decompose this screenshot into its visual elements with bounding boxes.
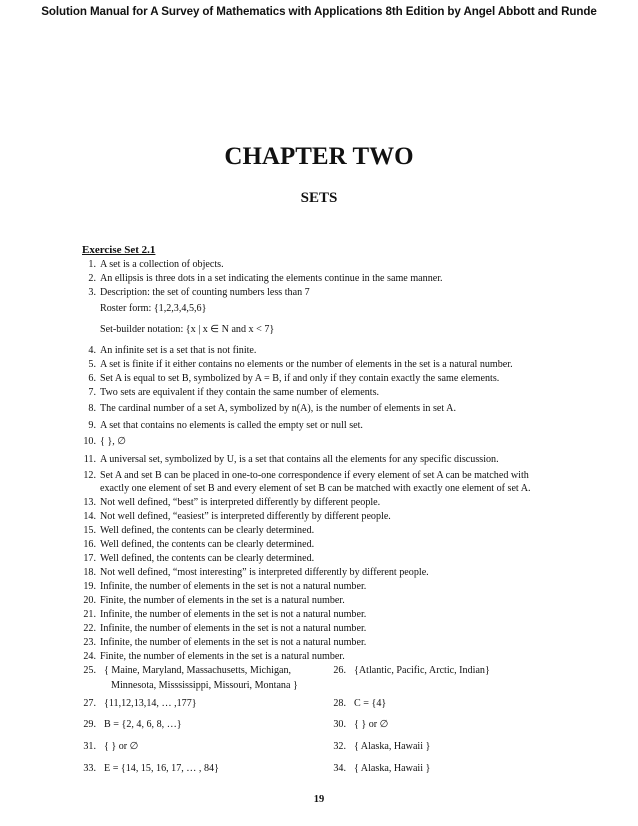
item-text: An infinite set is a set that is not finite. — [100, 345, 257, 356]
list-item — [72, 636, 612, 650]
item-number: 22. — [83, 623, 96, 634]
section-title: SETS — [300, 190, 338, 206]
item-text: The cardinal number of a set A, symbolized by n(A), is the number of elements in set A. — [100, 403, 456, 414]
item-number: 21. — [83, 609, 96, 620]
item-continuation: exactly one element of set B and every element of set B can be matched with exactly one element of set A. — [100, 483, 531, 494]
list-item — [72, 566, 612, 580]
list-item — [72, 402, 612, 416]
list-item — [72, 622, 612, 636]
item-continuation: Minnesota, Misssissippi, Missouri, Montana } — [111, 680, 298, 691]
set-builder-line: Set-builder notation: {x | x ∈ N and x < 7} — [100, 324, 275, 335]
item-text: Well defined, the contents can be clearly determined. — [100, 553, 315, 564]
list-item — [72, 664, 291, 678]
item-number: 15. — [83, 525, 96, 536]
item-number: 14. — [83, 511, 96, 522]
item-number: 9. — [88, 420, 96, 431]
list-item — [72, 552, 612, 566]
list-item — [72, 469, 612, 483]
item-number: 12. — [83, 470, 96, 481]
item-number: 13. — [83, 497, 96, 508]
item-text: Description: the set of counting numbers less than 7 — [100, 287, 310, 298]
exercise-heading: Exercise Set 2.1 — [82, 244, 156, 256]
item-number: 18. — [83, 567, 96, 578]
item-number: 34. — [333, 763, 346, 774]
item-number: 28. — [333, 698, 346, 709]
item-text: C = {4} — [354, 698, 387, 709]
item-text: Not well defined, “most interesting” is interpreted differently by different people. — [100, 567, 429, 578]
list-item — [322, 664, 490, 678]
item-number: 10. — [83, 436, 96, 447]
item-text: Infinite, the number of elements in the set is not a natural number. — [100, 581, 367, 592]
roster-form-line: Roster form: {1,2,3,4,5,6} — [100, 303, 207, 314]
item-text: Set A and set B can be placed in one-to-one correspondence if every element of set A can be matched with — [100, 470, 529, 481]
item-text: { } or ∅ — [104, 741, 139, 752]
item-number: 24. — [83, 651, 96, 662]
item-text: { Alaska, Hawaii } — [354, 741, 431, 752]
list-item — [72, 538, 612, 552]
item-text: A set that contains no elements is called the empty set or null set. — [100, 420, 363, 431]
item-number: 17. — [83, 553, 96, 564]
item-number: 4. — [88, 345, 96, 356]
item-text: Infinite, the number of elements in the set is not a natural number. — [100, 637, 367, 648]
item-number: 27. — [83, 698, 96, 709]
item-text: { Maine, Maryland, Massachusetts, Michigan, — [104, 665, 292, 676]
item-text: E = {14, 15, 16, 17, … , 84} — [104, 763, 219, 774]
list-item — [72, 258, 612, 272]
list-item — [322, 718, 388, 732]
item-number: 32. — [333, 741, 346, 752]
item-number: 33. — [83, 763, 96, 774]
list-item — [72, 435, 612, 449]
item-text: { }, ∅ — [100, 436, 127, 447]
item-number: 16. — [83, 539, 96, 550]
list-item — [72, 372, 612, 386]
list-item — [72, 594, 612, 608]
list-item — [72, 386, 612, 400]
page-number: 19 — [313, 794, 325, 805]
list-item — [72, 608, 612, 622]
document-banner: Solution Manual for A Survey of Mathematics with Applications 8th Edition by Angel Abbott and Runde — [41, 5, 597, 18]
list-item — [72, 286, 612, 300]
item-number: 25. — [83, 665, 96, 676]
item-text: A set is finite if it either contains no elements or the number of elements in the set is a natural number. — [100, 359, 513, 370]
list-item — [72, 762, 219, 776]
item-text: Set A is equal to set B, symbolized by A = B, if and only if they contain exactly the same elements. — [100, 373, 500, 384]
list-item — [322, 762, 430, 776]
item-text: { Alaska, Hawaii } — [354, 763, 431, 774]
item-text: Finite, the number of elements in the set is a natural number. — [100, 651, 345, 662]
item-number: 3. — [88, 287, 96, 298]
item-text: B = {2, 4, 6, 8, …} — [104, 719, 182, 730]
item-text: {Atlantic, Pacific, Arctic, Indian} — [354, 665, 490, 676]
item-number: 20. — [83, 595, 96, 606]
item-number: 26. — [333, 665, 346, 676]
item-text: {11,12,13,14, … ,177} — [104, 698, 197, 709]
item-text: Well defined, the contents can be clearly determined. — [100, 539, 315, 550]
list-item — [322, 697, 386, 711]
item-number: 7. — [88, 387, 96, 398]
item-text: Infinite, the number of elements in the set is not a natural number. — [100, 623, 367, 634]
list-item — [72, 580, 612, 594]
item-number: 1. — [88, 259, 96, 270]
item-number: 11. — [83, 454, 96, 465]
list-item — [72, 718, 182, 732]
item-text: Finite, the number of elements in the set is a natural number. — [100, 595, 345, 606]
chapter-title: CHAPTER TWO — [224, 143, 414, 170]
item-number: 19. — [83, 581, 96, 592]
item-number: 6. — [88, 373, 96, 384]
item-number: 8. — [88, 403, 96, 414]
item-number: 2. — [88, 273, 96, 284]
list-item — [72, 419, 612, 433]
list-item — [72, 358, 612, 372]
list-item — [72, 697, 197, 711]
list-item — [72, 524, 612, 538]
item-text: { } or ∅ — [354, 719, 389, 730]
list-item — [72, 272, 612, 286]
list-item — [72, 453, 612, 467]
list-item — [72, 510, 612, 524]
item-text: An ellipsis is three dots in a set indicating the elements continue in the same manner. — [100, 273, 443, 284]
list-item — [72, 496, 612, 510]
list-item — [322, 740, 430, 754]
item-text: Not well defined, “best” is interpreted differently by different people. — [100, 497, 381, 508]
item-text: Not well defined, “easiest” is interpreted differently by different people. — [100, 511, 391, 522]
item-number: 23. — [83, 637, 96, 648]
list-item — [72, 344, 612, 358]
item-number: 29. — [83, 719, 96, 730]
item-text: Two sets are equivalent if they contain the same number of elements. — [100, 387, 380, 398]
item-text: A set is a collection of objects. — [100, 259, 224, 270]
item-text: Well defined, the contents can be clearly determined. — [100, 525, 315, 536]
list-item — [72, 740, 138, 754]
list-item — [72, 650, 612, 664]
item-number: 31. — [83, 741, 96, 752]
item-text: Infinite, the number of elements in the set is not a natural number. — [100, 609, 367, 620]
item-number: 30. — [333, 719, 346, 730]
item-text: A universal set, symbolized by U, is a set that contains all the elements for any specific discussion. — [100, 454, 499, 465]
item-number: 5. — [88, 359, 96, 370]
